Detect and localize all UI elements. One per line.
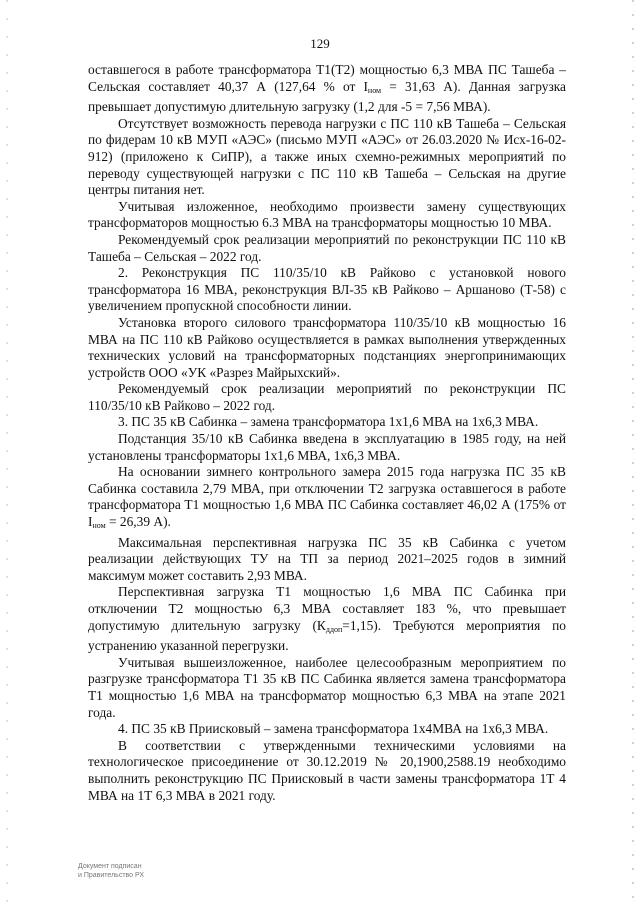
paragraph-text: Подстанция 35/10 кВ Сабинка введена в эксплуатацию в 1985 году, на ней установлены трансформаторы 1х1,6 МВА, 1х6,3 МВА. bbox=[88, 431, 566, 463]
paragraph bbox=[88, 464, 566, 534]
scan-edge-left bbox=[6, 0, 8, 905]
paragraph bbox=[88, 116, 566, 199]
paragraph-text-tail: = 31,63 А). Данная загрузка превышает допустимую длительную загрузку (1,2 для -5 = 7,56 МВА). bbox=[88, 78, 566, 115]
paragraph-text: Установка второго силового трансформатора 110/35/10 кВ мощностью 16 МВА на ПС 110 кВ Райково осуществляется в рамках выполнения утвержденных технических условий на трансформаторных подстанциях энергопринимающих устройств ООО «УК «Разрез Майрыхский». bbox=[88, 314, 566, 380]
subscript: ддоп bbox=[325, 624, 343, 634]
paragraph-text: В соответствии с утвержденными техническими условиями на технологическое присоединение от 30.12.2019 № 20,1900,2588.19 необходимо выполнить реконструкцию ПС Приисковый в части замены трансформатора 1Т 4 МВА на 1Т 6,3 МВА в 2021 году. bbox=[88, 737, 566, 803]
paragraph-text: Учитывая изложенное, необходимо произвести замену существующих трансформаторов мощностью 6.3 МВА на трансформаторы мощностью 10 МВА. bbox=[88, 198, 566, 231]
paragraph-text: Отсутствует возможность перевода нагрузки с ПС 110 кВ Ташеба – Сельская по фидерам 10 кВ МУП «АЭС» (письмо МУП «АЭС» от 26.03.2020 № Исх-16-02-912) (приложено к СиПР), а также иных схемно-режимных мероприятий по переводу существующей нагрузки с ПС 110 кВ Ташеба – Сельская на другие центры питания нет. bbox=[88, 115, 566, 198]
footer-line-1: Документ подписан bbox=[78, 863, 142, 870]
scan-edge-right bbox=[632, 0, 634, 905]
paragraph bbox=[88, 232, 566, 265]
paragraph bbox=[88, 535, 566, 585]
paragraph-text-tail: =1,15). Требуются мероприятия по устранению указанной перегрузки. bbox=[88, 617, 566, 654]
paragraph bbox=[88, 265, 566, 315]
paragraph-text: Перспективная загрузка Т1 мощностью 1,6 МВА ПС Сабинка при отключении Т2 мощностью 6,3 МВА составляет 183 %, что превышает допустимую длительную загрузку (К bbox=[88, 584, 566, 633]
paragraph-text: Учитывая вышеизложенное, наиболее целесообразным мероприятием по разгрузке трансформатора Т1 35 кВ ПС Сабинка является замена трансформатора Т1 мощностью 1,6 МВА на трансформатор мощностью 6,3 МВА на этапе 2021 года. bbox=[88, 654, 566, 720]
paragraph-text: Рекомендуемый срок реализации мероприятий по реконструкции ПС 110/35/10 кВ Райково – 2022 год. bbox=[88, 381, 566, 413]
paragraph bbox=[88, 381, 566, 414]
paragraph bbox=[88, 315, 566, 381]
paragraph-text: 4. ПС 35 кВ Приисковый – замена трансформатора 1х4МВА на 1х6,3 МВА. bbox=[118, 721, 549, 737]
paragraph bbox=[88, 431, 566, 464]
paragraph bbox=[88, 655, 566, 721]
paragraph bbox=[88, 738, 566, 804]
paragraph-text: оставшегося в работе трансформатора Т1(Т2) мощностью 6,3 МВА ПС Ташеба – Сельская составляет 40,37 А (127,64 % от I bbox=[88, 62, 566, 94]
page-number: 129 bbox=[310, 36, 330, 51]
paragraph bbox=[88, 199, 566, 232]
paragraph bbox=[88, 62, 566, 116]
footer-line-2: и Правительство РХ bbox=[78, 872, 145, 879]
subscript: ном bbox=[367, 85, 382, 95]
paragraph-text: Рекомендуемый срок реализации мероприятий по реконструкции ПС 110 кВ Ташеба – Сельская – 2022 год. bbox=[88, 231, 566, 264]
paragraph bbox=[88, 721, 566, 738]
paragraph-text: 3. ПС 35 кВ Сабинка – замена трансформатора 1х1,6 МВА на 1х6,3 МВА. bbox=[118, 414, 539, 430]
footer-stamp bbox=[78, 862, 144, 880]
document-body bbox=[88, 62, 566, 804]
subscript: ном bbox=[92, 521, 106, 531]
paragraph-text: На основании зимнего контрольного замера 2015 года нагрузка ПС 35 кВ Сабинка составила 2,79 МВА, при отключении Т2 загрузка оставшегося в работе трансформатора Т1 мощностью 1,6 МВА ПС Сабинка составляет 46,02 А (175% от I bbox=[88, 464, 566, 530]
paragraph bbox=[88, 414, 566, 431]
paragraph-text-tail: = 26,39 А). bbox=[105, 514, 171, 530]
paragraph bbox=[88, 584, 566, 654]
paragraph-text: 2. Реконструкция ПС 110/35/10 кВ Райково с установкой нового трансформатора 16 МВА, реконструкция ВЛ-35 кВ Райково – Аршаново (Т-58) с увеличением пропускной способности линии. bbox=[88, 265, 566, 314]
paragraph-text: Максимальная перспективная нагрузка ПС 35 кВ Сабинка с учетом реализации действующих ТУ на ТП за период 2021–2025 годов в зимний максимум может составить 2,93 МВА. bbox=[88, 534, 566, 583]
